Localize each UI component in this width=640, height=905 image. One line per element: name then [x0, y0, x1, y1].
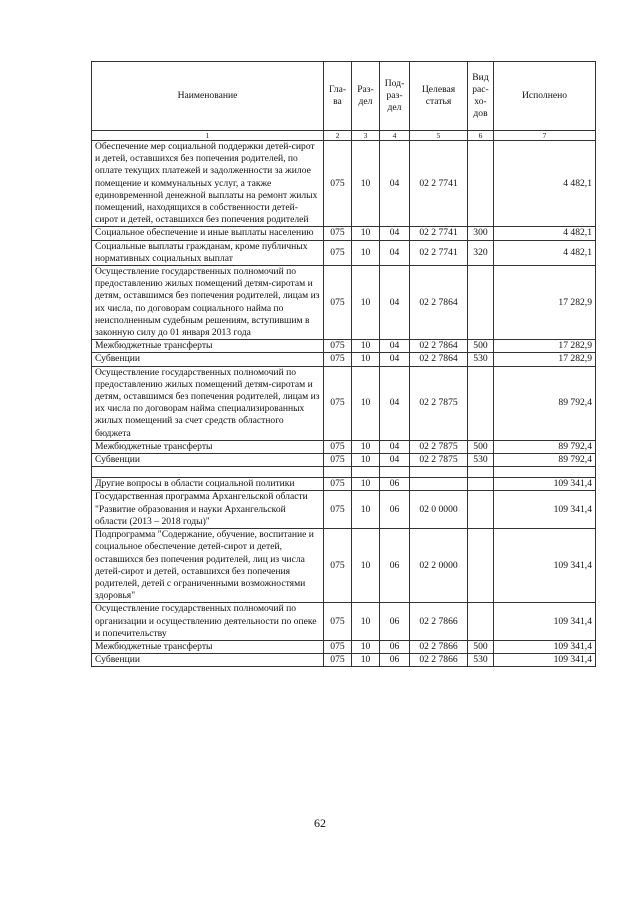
table-row — [92, 640, 596, 653]
row-name: Межбюджетные трансферты — [92, 640, 324, 653]
row-stat: 02 2 7866 — [410, 603, 468, 641]
row-name: Государственная программа Архангельской области "Развитие образования и науки Архангельской области (2013 – 2018 годы)" — [92, 491, 324, 529]
row-razdel: 10 — [352, 353, 380, 366]
column-number: 1 — [92, 131, 324, 141]
row-sum: 89 792,4 — [494, 454, 596, 467]
table-row — [92, 440, 596, 453]
row-vid — [468, 467, 494, 478]
row-stat — [410, 478, 468, 491]
row-glava: 075 — [324, 227, 352, 240]
row-name: Социальные выплаты гражданам, кроме публичных нормативных социальных выплат — [92, 240, 324, 265]
row-glava: 075 — [324, 491, 352, 529]
row-sum: 17 282,9 — [494, 266, 596, 340]
row-sum: 109 341,4 — [494, 491, 596, 529]
row-stat: 02 0 0000 — [410, 491, 468, 529]
row-sum: 17 282,9 — [494, 340, 596, 353]
row-podrazdel: 04 — [380, 141, 410, 227]
row-glava: 075 — [324, 440, 352, 453]
row-name: Осуществление государственных полномочий по предоставлению жилых помещений детям-сиротам и детям, оставшимся без попечения родителей, лицам из их числа по договорам найма специализированных жилых помещений за счет средств областного бюджета — [92, 366, 324, 440]
row-podrazdel: 06 — [380, 529, 410, 603]
row-glava: 075 — [324, 529, 352, 603]
row-name: Субвенции — [92, 353, 324, 366]
row-stat: 02 2 7864 — [410, 353, 468, 366]
row-sum: 4 482,1 — [494, 227, 596, 240]
table-row — [92, 141, 596, 227]
row-razdel: 10 — [352, 227, 380, 240]
table-row — [92, 266, 596, 340]
row-sum: 109 341,4 — [494, 654, 596, 667]
header-name: Наименование — [92, 62, 324, 131]
row-glava: 075 — [324, 240, 352, 265]
row-glava — [324, 467, 352, 478]
row-sum: 17 282,9 — [494, 353, 596, 366]
row-sum: 109 341,4 — [494, 603, 596, 641]
row-vid: 530 — [468, 454, 494, 467]
column-number: 3 — [352, 131, 380, 141]
table-row — [92, 529, 596, 603]
row-glava: 075 — [324, 340, 352, 353]
table-row — [92, 491, 596, 529]
row-podrazdel — [380, 467, 410, 478]
row-razdel: 10 — [352, 454, 380, 467]
row-razdel: 10 — [352, 366, 380, 440]
row-vid — [468, 141, 494, 227]
row-stat: 02 2 7875 — [410, 366, 468, 440]
row-stat: 02 2 7866 — [410, 640, 468, 653]
row-name: Осуществление государственных полномочий по предоставлению жилых помещений детям-сиротам и детям, оставшимся без попечения родителей, лицам из их числа, по договорам социального найма по неисполненным судебным решениям, вступившим в законную силу до 01 января 2013 года — [92, 266, 324, 340]
row-glava: 075 — [324, 266, 352, 340]
table-row — [92, 603, 596, 641]
row-stat: 02 2 7866 — [410, 654, 468, 667]
column-number: 5 — [410, 131, 468, 141]
row-razdel: 10 — [352, 603, 380, 641]
budget-table — [91, 61, 596, 667]
page-number: 62 — [314, 816, 326, 830]
table-row — [92, 240, 596, 265]
row-name: Субвенции — [92, 654, 324, 667]
header-glava: Гла- ва — [324, 62, 352, 131]
row-razdel: 10 — [352, 340, 380, 353]
header-razdel: Раз- дел — [352, 62, 380, 131]
row-name: Социальное обеспечение и иные выплаты населению — [92, 227, 324, 240]
row-sum — [494, 467, 596, 478]
column-number: 7 — [494, 131, 596, 141]
table-row — [92, 366, 596, 440]
row-podrazdel: 04 — [380, 454, 410, 467]
header-podrazdel: Под- раз- дел — [380, 62, 410, 131]
row-razdel: 10 — [352, 141, 380, 227]
table-row — [92, 454, 596, 467]
row-vid — [468, 366, 494, 440]
row-stat: 02 2 7875 — [410, 454, 468, 467]
table-row — [92, 478, 596, 491]
table-row — [92, 353, 596, 366]
table-row — [92, 654, 596, 667]
row-vid — [468, 529, 494, 603]
header-stat: Целевая статья — [410, 62, 468, 131]
row-podrazdel: 04 — [380, 366, 410, 440]
row-sum: 4 482,1 — [494, 141, 596, 227]
row-podrazdel: 06 — [380, 640, 410, 653]
header-ispolneno: Исполнено — [494, 62, 596, 131]
row-sum: 89 792,4 — [494, 366, 596, 440]
row-razdel: 10 — [352, 266, 380, 340]
row-podrazdel: 04 — [380, 227, 410, 240]
table-row — [92, 340, 596, 353]
row-vid: 500 — [468, 640, 494, 653]
row-razdel — [352, 467, 380, 478]
row-name: Межбюджетные трансферты — [92, 440, 324, 453]
row-name — [92, 467, 324, 478]
row-razdel: 10 — [352, 240, 380, 265]
row-podrazdel: 04 — [380, 266, 410, 340]
row-stat: 02 2 7864 — [410, 266, 468, 340]
row-stat: 02 2 7741 — [410, 227, 468, 240]
row-glava: 075 — [324, 353, 352, 366]
row-razdel: 10 — [352, 478, 380, 491]
row-stat: 02 2 7741 — [410, 240, 468, 265]
row-vid — [468, 266, 494, 340]
row-razdel: 10 — [352, 640, 380, 653]
row-stat: 02 2 7864 — [410, 340, 468, 353]
row-razdel: 10 — [352, 654, 380, 667]
row-sum: 109 341,4 — [494, 529, 596, 603]
row-podrazdel: 04 — [380, 340, 410, 353]
column-number: 4 — [380, 131, 410, 141]
row-podrazdel: 04 — [380, 240, 410, 265]
row-glava: 075 — [324, 603, 352, 641]
row-vid — [468, 603, 494, 641]
row-glava: 075 — [324, 141, 352, 227]
row-name: Субвенции — [92, 454, 324, 467]
column-number: 2 — [324, 131, 352, 141]
row-name: Подпрограмма "Содержание, обучение, воспитание и социальное обеспечение детей-сирот и детей, оставшихся без попечения родителей, лиц из числа детей-сирот и детей, оставшихся без попечения родителей, детей с ограниченными возможностями здоровья" — [92, 529, 324, 603]
row-razdel: 10 — [352, 491, 380, 529]
row-podrazdel: 06 — [380, 603, 410, 641]
row-podrazdel: 04 — [380, 440, 410, 453]
row-name: Осуществление государственных полномочий по организации и осуществлению деятельности по опеке и попечительству — [92, 603, 324, 641]
row-stat: 02 2 7875 — [410, 440, 468, 453]
row-glava: 075 — [324, 654, 352, 667]
table-row-empty — [92, 467, 596, 478]
row-glava: 075 — [324, 478, 352, 491]
row-name: Другие вопросы в области социальной политики — [92, 478, 324, 491]
row-vid: 530 — [468, 353, 494, 366]
header-row — [92, 62, 596, 131]
table-row — [92, 227, 596, 240]
header-vid: Вид рас- хо- дов — [468, 62, 494, 131]
row-sum: 109 341,4 — [494, 478, 596, 491]
row-glava: 075 — [324, 366, 352, 440]
row-stat — [410, 467, 468, 478]
row-name: Обеспечение мер социальной поддержки детей-сирот и детей, оставшихся без попечения родителей, по оплате текущих платежей и задолженности за жилое помещение и коммунальных услуг, а также единовременной денежной выплаты на ремонт жилых помещений, находящихся в собственности детей-сирот и детей, оставшихся без попечения родителей — [92, 141, 324, 227]
row-podrazdel: 06 — [380, 491, 410, 529]
row-razdel: 10 — [352, 529, 380, 603]
row-glava: 075 — [324, 640, 352, 653]
row-sum: 4 482,1 — [494, 240, 596, 265]
row-vid: 500 — [468, 440, 494, 453]
row-podrazdel: 06 — [380, 654, 410, 667]
row-stat: 02 2 7741 — [410, 141, 468, 227]
row-vid: 300 — [468, 227, 494, 240]
column-number: 6 — [468, 131, 494, 141]
row-stat: 02 2 0000 — [410, 529, 468, 603]
column-number-row — [92, 131, 596, 141]
row-vid: 500 — [468, 340, 494, 353]
row-vid — [468, 491, 494, 529]
row-podrazdel: 06 — [380, 478, 410, 491]
row-razdel: 10 — [352, 440, 380, 453]
row-sum: 89 792,4 — [494, 440, 596, 453]
row-podrazdel: 04 — [380, 353, 410, 366]
row-sum: 109 341,4 — [494, 640, 596, 653]
row-name: Межбюджетные трансферты — [92, 340, 324, 353]
row-vid: 530 — [468, 654, 494, 667]
row-vid — [468, 478, 494, 491]
row-vid: 320 — [468, 240, 494, 265]
row-glava: 075 — [324, 454, 352, 467]
